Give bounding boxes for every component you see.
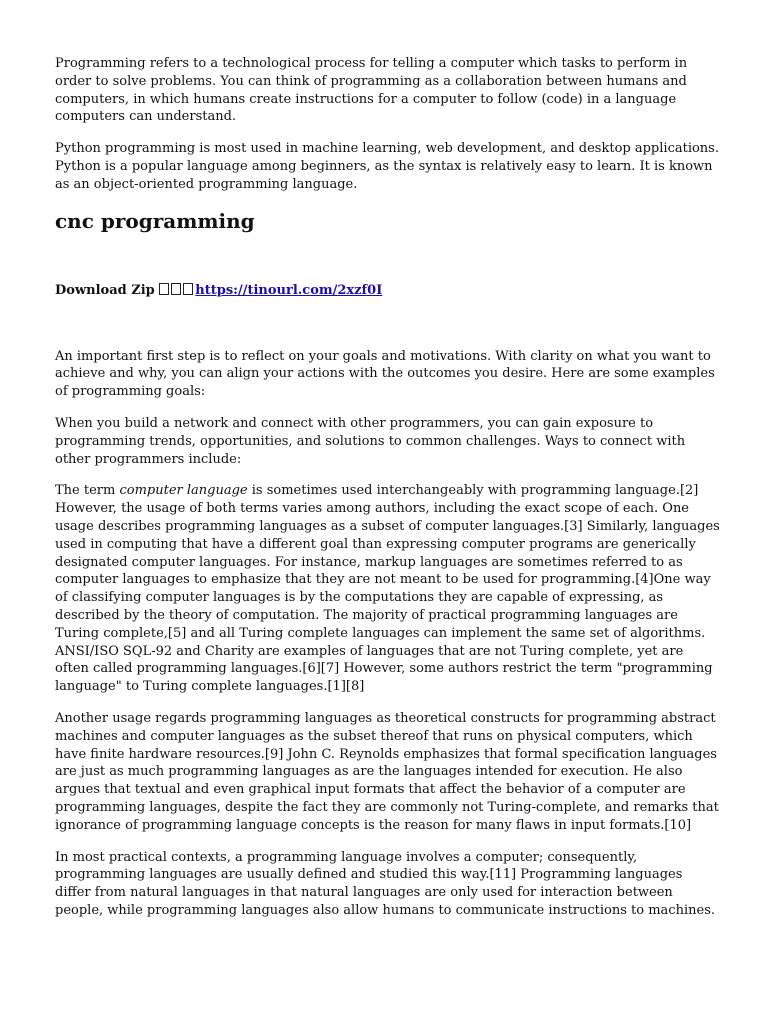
intro-paragraph-2: Python programming is most used in machine learning, web development, and desktop applications. Python is a popular language among beginners, as the syntax is relatively easy to learn. It is known as an object-oriented programming language. <box>55 141 719 192</box>
body-paragraph-2: When you build a network and connect with other programmers, you can gain exposure to programming trends, opportunities, and solutions to common challenges. Ways to connect with other programmers include: <box>55 415 686 467</box>
page-title: cnc programming <box>55 208 255 233</box>
body-paragraph-5: In most practical contexts, a programming language involves a computer; consequently, programming languages are usually defined and studied this way.[11] Programming languages differ from natural languages in that natural languages are only used for interaction between people, while programming languages also allow humans to communicate instructions to machines. <box>55 849 715 918</box>
download-line <box>55 282 720 348</box>
missing-glyph-icon <box>171 283 181 295</box>
body-paragraph-3 <box>55 482 720 696</box>
body-paragraph-4: Another usage regards programming languages as theoretical constructs for programming abstract machines and computer languages as the subset thereof that runs on physical computers, which have finite hardware resources.[9] John C. Reynolds emphasizes that formal specification languages are just as much programming languages as are the languages intended for execution. He also argues that textual and even graphical input formats that affect the behavior of a computer are programming languages, despite the fact they are commonly not Turing-complete, and remarks that ignorance of programming language concepts is the reason for many flaws in input formats.[10] <box>55 710 719 833</box>
intro-paragraph-1: Programming refers to a technological process for telling a computer which tasks to perform in order to solve problems. You can think of programming as a collaboration between humans and computers, in which humans create instructions for a computer to follow (code) in a language computers can understand. <box>55 56 688 125</box>
missing-glyph-icon <box>159 283 169 295</box>
body-paragraph-1: An important first step is to reflect on your goals and motivations. With clarity on what you want to achieve and why, you can align your actions with the outcomes you desire. Here are some examples of programming goals: <box>55 348 715 400</box>
missing-glyph-icon <box>183 283 193 295</box>
p3-rest-text: is sometimes used interchangeably with programming language.[2] However, the usage of both terms varies among authors, including the exact scope of each. One usage describes programming languages as a subset of computer languages.[3] Similarly, languages used in computing that have a different goal than expressing computer programs are generically designated computer languages. For instance, markup languages are sometimes referred to as computer languages to emphasize that they are not meant to be used for programming.[4]One way of classifying computer languages is by the computations they are capable of expressing, as described by the theory of computation. The majority of practical programming languages are Turing complete,[5] and all Turing complete languages can implement the same set of algorithms. ANSI/ISO SQL-92 and Charity are examples of languages that are not Turing complete, yet are often called programming languages.[6][7] However, some authors restrict the term "programming language" to Turing complete languages.[1][8] <box>55 483 720 695</box>
download-link[interactable]: https://tinourl.com/2xzf0I <box>195 282 383 298</box>
computer-language-term: computer language <box>119 483 248 499</box>
p3-lead-text: The term <box>55 483 120 499</box>
download-label: Download Zip <box>55 282 155 298</box>
